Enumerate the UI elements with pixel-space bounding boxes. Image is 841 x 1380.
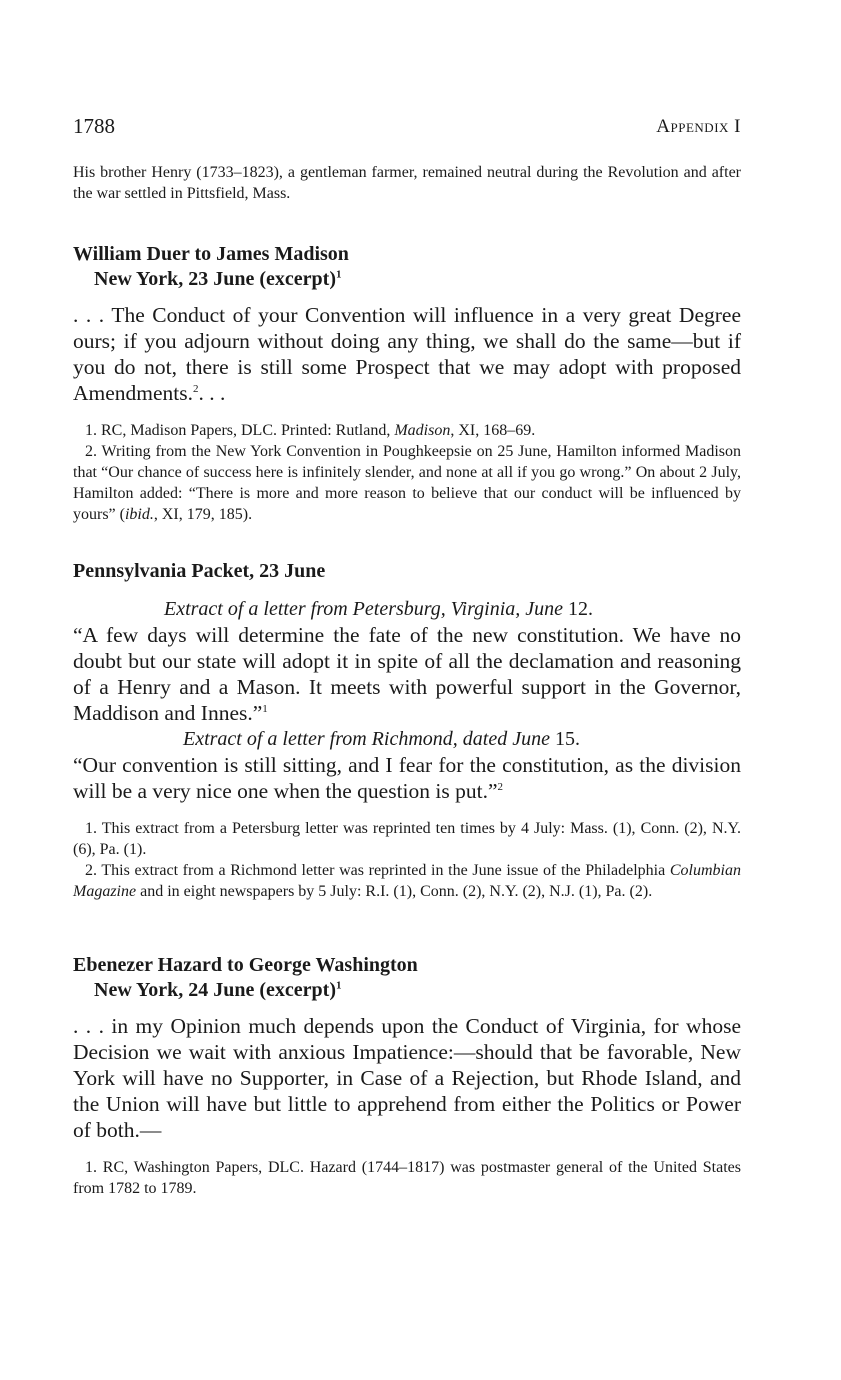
duer-fn1-b: , XI, 168–69. xyxy=(450,422,536,439)
packet-heading: Pennsylvania Packet, 23 June xyxy=(73,560,326,582)
duer-fn1-italic: Madison xyxy=(394,422,451,439)
duer-footnotes xyxy=(73,420,741,525)
duer-subheading-note: 1 xyxy=(335,268,342,281)
packet-extract2-date: 15. xyxy=(554,728,580,750)
duer-body-note: 2 xyxy=(193,382,199,395)
hazard-footnotes xyxy=(73,1157,741,1199)
hazard-footnote-1: 1. RC, Washington Papers, DLC. Hazard (1744–1817) was postmaster general of the United States from 1782 to 1789. xyxy=(73,1159,741,1197)
packet-extract2-intro xyxy=(73,726,741,752)
duer-body-text: . . . The Conduct of your Convention will influence in a very great Degree ours; if you adjourn without doing any thing, we shall do the same—but if you do not, there is still some Prospect that we may adopt with proposed Amendments. xyxy=(73,303,741,405)
packet-extract1-note: 1 xyxy=(262,702,268,715)
duer-subheading xyxy=(73,267,741,292)
duer-footnote-2 xyxy=(73,441,741,525)
packet-extract1-body-text: “A few days will determine the fate of the new constitution. We have no doubt but our state will adopt it in spite of all the declamation and reasoning of a Henry and a Mason. It meets with powerful support in the Governor, Maddison and Innes.” xyxy=(73,623,741,725)
duer-fn1-a: 1. RC, Madison Papers, DLC. Printed: Rutland, xyxy=(85,422,395,439)
page-number: 1788 xyxy=(73,114,115,138)
duer-fn2-a: 2. Writing from the New York Convention in Poughkeepsie on 25 June, Hamilton informed Madison that “Our chance of success here is infinitely slender, and none at all if you go wrong.” On about 2 July, Hamilton added: “There is more and more reason to believe that our conduct will be influenced by yours” ( xyxy=(73,443,741,523)
packet-fn2-italic: Columbian Magazine xyxy=(73,862,741,900)
intro-note-text: His brother Henry (1733–1823), a gentleman farmer, remained neutral during the Revolution and after the war settled in Pittsfield, Mass. xyxy=(73,164,741,202)
duer-fn2-italic: ibid. xyxy=(124,506,154,523)
hazard-heading: Ebenezer Hazard to George Washington xyxy=(73,954,418,976)
hazard-subheading-note: 1 xyxy=(335,979,342,992)
packet-extract1-date: 12. xyxy=(568,598,594,620)
packet-fn2-b: and in eight newspapers by 5 July: R.I. (1), Conn. (2), N.Y. (2), N.J. (1), Pa. (2). xyxy=(136,883,653,900)
hazard-subheading-text: New York, 24 June (excerpt) xyxy=(94,979,336,1001)
duer-subheading-text: New York, 23 June (excerpt) xyxy=(94,268,336,290)
packet-extract2-body xyxy=(73,752,741,804)
running-title: Appendix I xyxy=(656,116,741,137)
duer-section xyxy=(73,242,741,525)
packet-footnote-2 xyxy=(73,860,741,902)
packet-extract2-intro-text: Extract of a letter from Richmond, dated June xyxy=(183,728,550,750)
packet-extract2-body-text: “Our convention is still sitting, and I fear for the constitution, as the division will be a very nice one when the question is put.” xyxy=(73,753,741,803)
duer-heading: William Duer to James Madison xyxy=(73,243,349,265)
hazard-section xyxy=(73,953,741,1199)
packet-fn2-a: 2. This extract from a Richmond letter was reprinted in the June issue of the Philadelphia xyxy=(85,862,670,879)
packet-footnotes xyxy=(73,818,741,902)
running-head xyxy=(73,114,741,144)
duer-fn2-b: , XI, 179, 185). xyxy=(153,506,253,523)
packet-footnote-1: 1. This extract from a Petersburg letter was reprinted ten times by 4 July: Mass. (1), Conn. (2), N.Y. (6), Pa. (1). xyxy=(73,820,741,858)
packet-extract1-intro-text: Extract of a letter from Petersburg, Virginia, June xyxy=(164,598,564,620)
packet-extract1-body xyxy=(73,622,741,726)
hazard-subheading xyxy=(73,978,741,1003)
duer-footnote-1 xyxy=(73,420,741,441)
hazard-body: . . . in my Opinion much depends upon the Conduct of Virginia, for whose Decision we wait with anxious Impatience:—should that be favorable, New York will have no Supporter, in Case of a Rejection, but Rhode Island, and the Union will have but little to apprehend from either the Politics or Power of both.— xyxy=(73,1014,741,1142)
duer-body-tail: . . . xyxy=(198,381,226,405)
packet-extract2-note: 2 xyxy=(497,780,504,793)
intro-note xyxy=(73,162,741,204)
packet-extract1-intro xyxy=(73,596,741,622)
duer-body xyxy=(73,302,741,406)
packet-section xyxy=(73,559,741,902)
